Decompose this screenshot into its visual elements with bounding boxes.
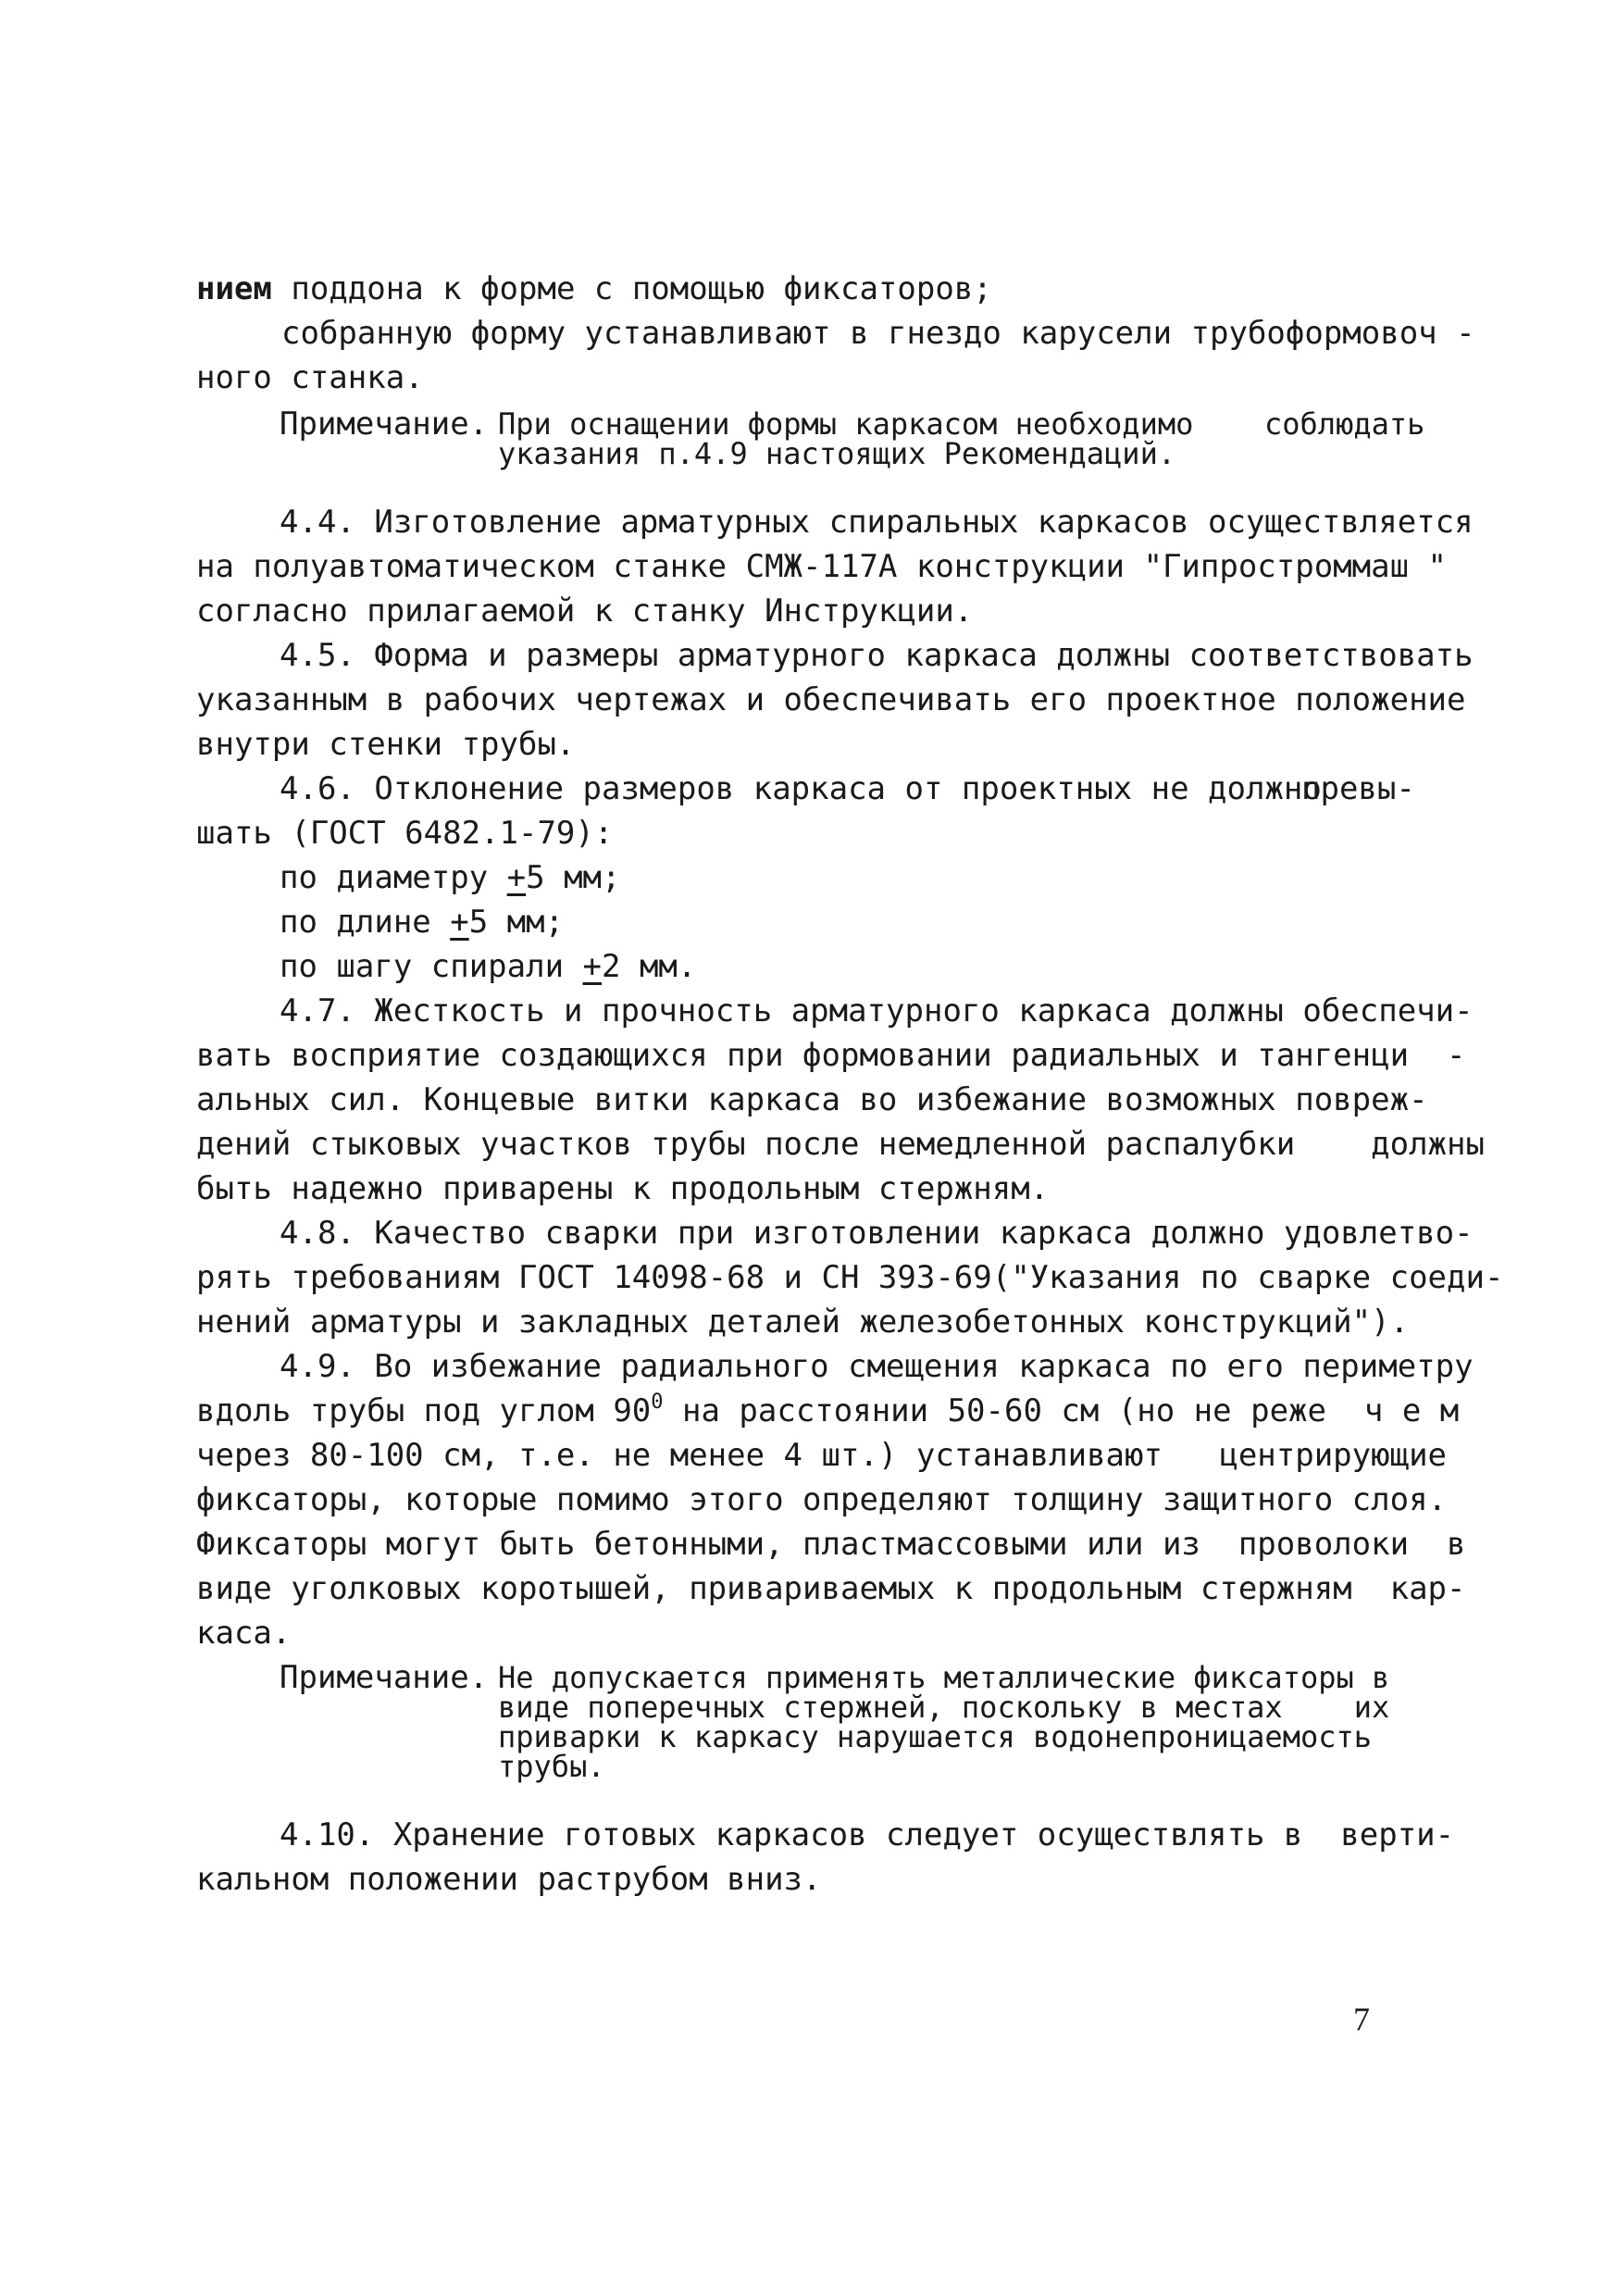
paragraph-4-9-line-4: фиксаторы, которые помимо этого определяют толщину защитного слоя. [196, 1481, 1448, 1518]
note-1-line-2: указания п.4.9 настоящих Рекомендаций. [498, 436, 1176, 471]
tolerance-length-value: 5 мм; [468, 904, 565, 941]
paragraph-4-10-line-2: кальном положении раструбом вниз. [196, 1861, 822, 1898]
continuation-text: поддона к форме с помощью фиксаторов; [291, 270, 992, 307]
plus-minus-sign: + [582, 948, 602, 985]
tolerance-diameter-label: по диаметру [280, 859, 507, 896]
paragraph-4-7-line-2: вать восприятие создающихся при формовании радиальных и тангенци - [196, 1037, 1466, 1074]
paragraph-4-6-line-2: шать (ГОСТ 6482.1-79): [196, 815, 614, 852]
plus-minus-sign: + [506, 859, 527, 896]
paragraph-4-4-line-1: 4.4. Изготовление арматурных спиральных каркасов осуществляется [280, 504, 1474, 541]
tolerance-pitch-value: 2 мм. [602, 948, 697, 985]
note-2-label: Примечание. [280, 1659, 489, 1696]
tolerance-spiral-pitch [280, 948, 696, 985]
paragraph-4-9-line-1: 4.9. Во избежание радиального смещения каркаса по его периметру [280, 1348, 1474, 1385]
continuation-line-3: ного станка. [196, 359, 424, 396]
note-1-line-1-end: соблюдать [1264, 406, 1425, 442]
paragraph-4-5-line-2: указанным в рабочих чертежах и обеспечивать его проектное положение [196, 681, 1466, 718]
paragraph-4-10-line-1: 4.10. Хранение готовых каркасов следует осуществлять в верти- [280, 1816, 1455, 1853]
paragraph-4-7-line-4: дений стыковых участков трубы после немедленной распалубки должны [196, 1126, 1485, 1163]
paragraph-4-9-line-2-end: на расстоянии 50-60 см (но не реже ч е м [663, 1392, 1460, 1429]
note-2-line-2: виде поперечных стержней, поскольку в местах их [498, 1690, 1390, 1725]
note-2-line-3: приварки к каркасу нарушается водонепроницаемость [498, 1719, 1373, 1754]
paragraph-4-6-line-1-end: превы- [1301, 770, 1415, 807]
paragraph-4-8-line-2: рять требованиям ГОСТ 14098-68 и СН 393-69("Указания по сварке соеди- [196, 1259, 1504, 1296]
paragraph-4-8-line-3: нений арматуры и закладных деталей железобетонных конструкций"). [196, 1304, 1410, 1341]
paragraph-4-7-line-5: быть надежно приварены к продольным стержням. [196, 1170, 1050, 1207]
paragraph-4-4-line-2: на полуавтоматическом станке СМЖ-117А конструкции "Гипростроммаш " [196, 548, 1448, 585]
paragraph-4-9-line-5: Фиксаторы могут быть бетонными, пластмассовыми или из проволоки в [196, 1526, 1466, 1563]
paragraph-4-5-line-1: 4.5. Форма и размеры арматурного каркаса должны соответствовать [280, 637, 1474, 674]
paragraph-4-9-line-7: каса. [196, 1615, 292, 1652]
paragraph-4-9-line-2-start: вдоль трубы под углом 90 [196, 1392, 652, 1429]
tolerance-diameter [280, 859, 620, 896]
page-number: 7 [1353, 2001, 1370, 2038]
continuation-first-word: нием [196, 270, 272, 307]
paragraph-4-4-line-3: согласно прилагаемой к станку Инструкции. [196, 593, 974, 630]
tolerance-length-label: по длине [280, 904, 451, 941]
paragraph-4-7-line-1: 4.7. Жесткость и прочность арматурного каркаса должны обеспечи- [280, 992, 1474, 1029]
note-2-line-1: Не допускается применять металлические фиксаторы в [498, 1660, 1390, 1695]
note-1-label: Примечание. [280, 406, 489, 443]
paragraph-4-8-line-1: 4.8. Качество сварки при изготовлении каркаса должно удовлетво- [280, 1215, 1474, 1252]
degree-superscript: 0 [651, 1391, 664, 1414]
paragraph-4-9-line-6: виде уголковых коротышей, привариваемых к продольным стержням кар- [196, 1570, 1466, 1607]
paragraph-4-9-line-2 [196, 1392, 1459, 1429]
tolerance-length [280, 904, 564, 941]
continuation-line-2: собранную форму устанавливают в гнездо карусели трубоформовоч - [281, 315, 1475, 352]
plus-minus-sign: + [450, 904, 469, 941]
paragraph-4-5-line-3: внутри стенки трубы. [196, 726, 576, 763]
paragraph-4-7-line-3: альных сил. Концевые витки каркаса во избежание возможных повреж- [196, 1081, 1428, 1118]
tolerance-diameter-value: 5 мм; [526, 859, 621, 896]
paragraph-4-9-line-3: через 80-100 см, т.е. не менее 4 шт.) устанавливают центрирующие [196, 1437, 1448, 1474]
continuation-line-1 [196, 270, 992, 307]
paragraph-4-6-line-1: 4.6. Отклонение размеров каркаса от проектных не должно [280, 770, 1322, 807]
note-1-line-1: При оснащении формы каркасом необходимо [498, 406, 1194, 442]
note-2-line-4: трубы. [498, 1749, 605, 1784]
tolerance-pitch-label: по шагу спирали [280, 948, 583, 985]
